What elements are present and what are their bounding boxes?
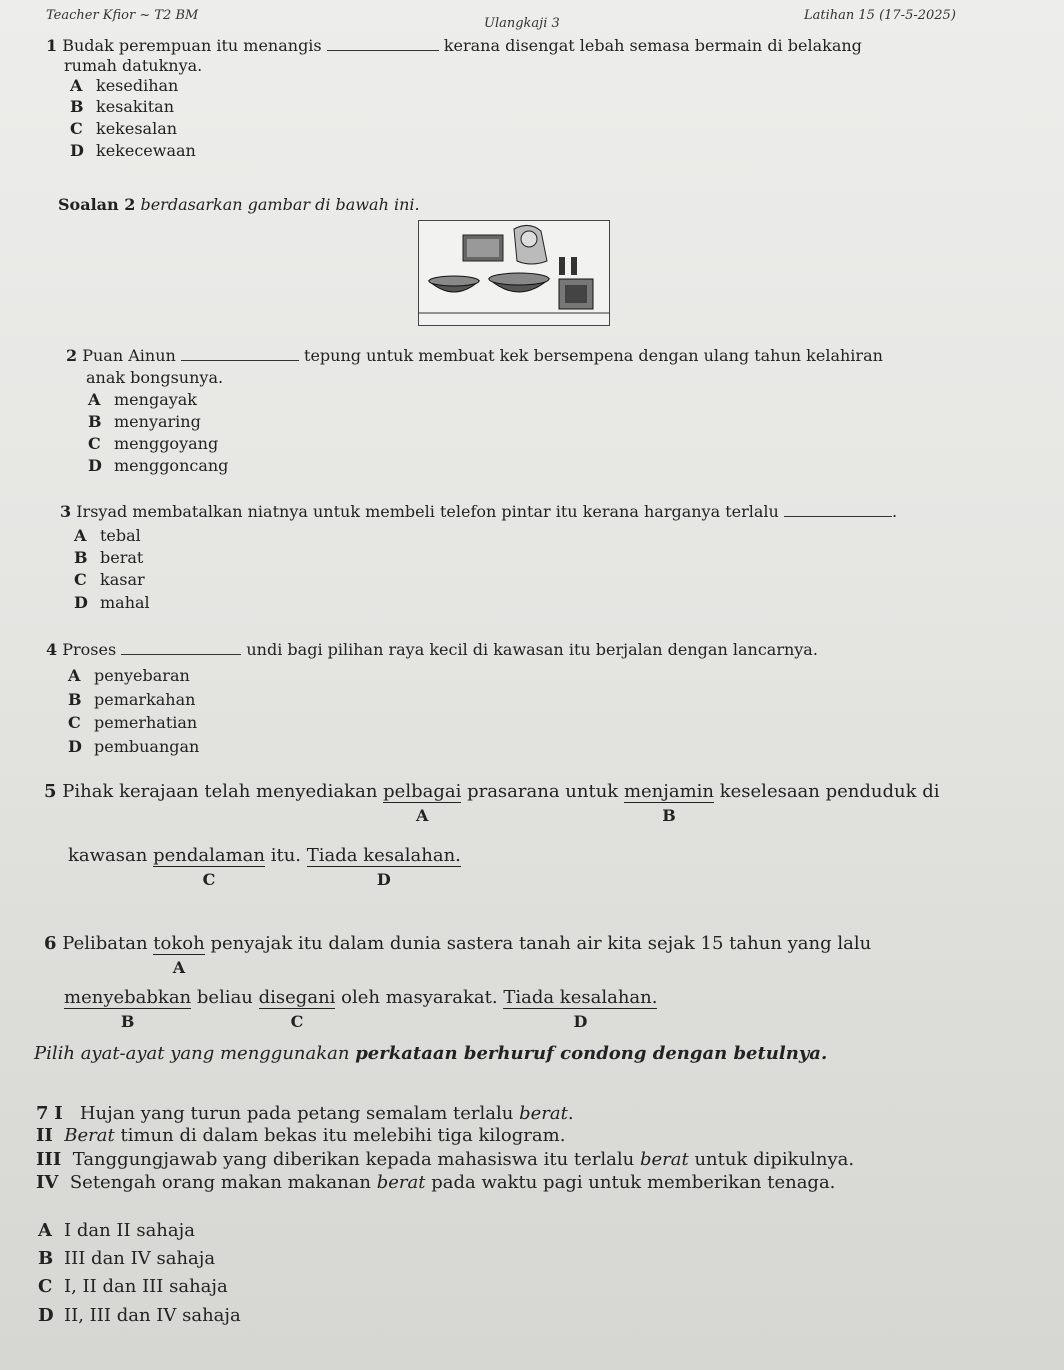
q1-option-b[interactable]: B kesakitan — [70, 97, 174, 116]
header-title: Ulangkaji 3 — [484, 16, 560, 31]
q4-option-b[interactable]: B pemarkahan — [68, 690, 196, 709]
q7-statement-2: II Berat timun di dalam bekas itu melebihi tiga kilogram. — [36, 1125, 566, 1146]
q5-underline-a[interactable]: pelbagai A — [383, 781, 462, 825]
q2-option-c[interactable]: C menggoyang — [88, 434, 219, 453]
q2-intro: Soalan 2 berdasarkan gambar di bawah ini. — [58, 195, 420, 214]
question-6-line2: menyebabkan B beliau disegani C oleh masyarakat. Tiada kesalahan. D — [64, 987, 658, 1031]
q3-option-c[interactable]: C kasar — [74, 570, 145, 589]
question-6-line1: 6 Pelibatan tokoh A penyajak itu dalam dunia sastera tanah air kita sejak 15 tahun yang lalu — [44, 933, 872, 977]
question-4: 4 Proses undi bagi pilihan raya kecil di kawasan itu berjalan dengan lancarnya. — [46, 640, 818, 659]
question-2-line2: anak bongsunya. — [86, 368, 224, 387]
q6-underline-b[interactable]: menyebabkan B — [64, 987, 192, 1031]
q3-option-d[interactable]: D mahal — [74, 593, 150, 612]
question-3: 3 Irsyad membatalkan niatnya untuk membeli telefon pintar itu kerana harganya terlalu . — [60, 502, 898, 521]
q1-option-c[interactable]: C kekesalan — [70, 119, 178, 138]
question-5-line1: 5 Pihak kerajaan telah menyediakan pelbagai A prasarana untuk menjamin B keselesaan penduduk di — [44, 781, 940, 825]
q6-underline-a[interactable]: tokoh A — [153, 933, 205, 977]
answer-blank — [327, 36, 439, 51]
question-2: 2 Puan Ainun tepung untuk membuat kek bersempena dengan ulang tahun kelahiran — [66, 346, 883, 365]
q3-option-b[interactable]: B berat — [74, 548, 144, 567]
q1-option-d[interactable]: D kekecewaan — [70, 141, 196, 160]
answer-blank — [784, 502, 892, 517]
question-1-line2: rumah datuknya. — [64, 56, 203, 75]
q5-underline-c[interactable]: pendalaman C — [153, 845, 265, 889]
header-teacher: Teacher Kfior ~ T2 BM — [46, 8, 199, 23]
q7-option-c[interactable]: C I, II dan III sahaja — [38, 1276, 228, 1297]
q6-underline-d[interactable]: Tiada kesalahan. D — [503, 987, 658, 1031]
q7-option-b[interactable]: B III dan IV sahaja — [38, 1248, 216, 1269]
header-date: Latihan 15 (17-5-2025) — [804, 8, 956, 23]
q7-statement-1: 7 I Hujan yang turun pada petang semalam terlalu berat. — [36, 1103, 574, 1124]
q1-option-a[interactable]: A kesedihan — [70, 76, 179, 95]
q2-option-a[interactable]: A mengayak — [88, 390, 197, 409]
q2-option-b[interactable]: B menyaring — [88, 412, 201, 431]
q2-option-d[interactable]: D menggoncang — [88, 456, 229, 475]
kitchen-illustration — [418, 220, 610, 326]
q7-statement-4: IV Setengah orang makan makanan berat pada waktu pagi untuk memberikan tenaga. — [36, 1172, 836, 1193]
q5-underline-b[interactable]: menjamin B — [623, 781, 714, 825]
q6-underline-c[interactable]: disegani C — [258, 987, 336, 1031]
question-1: 1 Budak perempuan itu menangis kerana disengat lebah semasa bermain di belakang — [46, 36, 862, 55]
q7-option-d[interactable]: D II, III dan IV sahaja — [38, 1305, 241, 1326]
answer-blank — [121, 640, 241, 655]
q7-option-a[interactable]: A I dan II sahaja — [38, 1220, 195, 1241]
q7-statement-3: III Tanggungjawab yang diberikan kepada mahasiswa itu terlalu berat untuk dipikulnya. — [36, 1149, 855, 1170]
section-instruction: Pilih ayat-ayat yang menggunakan perkataan berhuruf condong dengan betulnya. — [34, 1043, 828, 1064]
q4-option-c[interactable]: C pemerhatian — [68, 713, 198, 732]
q4-option-d[interactable]: D pembuangan — [68, 737, 200, 756]
q5-underline-d[interactable]: Tiada kesalahan. D — [306, 845, 461, 889]
q4-option-a[interactable]: A penyebaran — [68, 666, 190, 685]
q3-option-a[interactable]: A tebal — [74, 526, 141, 545]
answer-blank — [181, 346, 299, 361]
question-5-line2: kawasan pendalaman C itu. Tiada kesalahan. D — [68, 845, 461, 889]
